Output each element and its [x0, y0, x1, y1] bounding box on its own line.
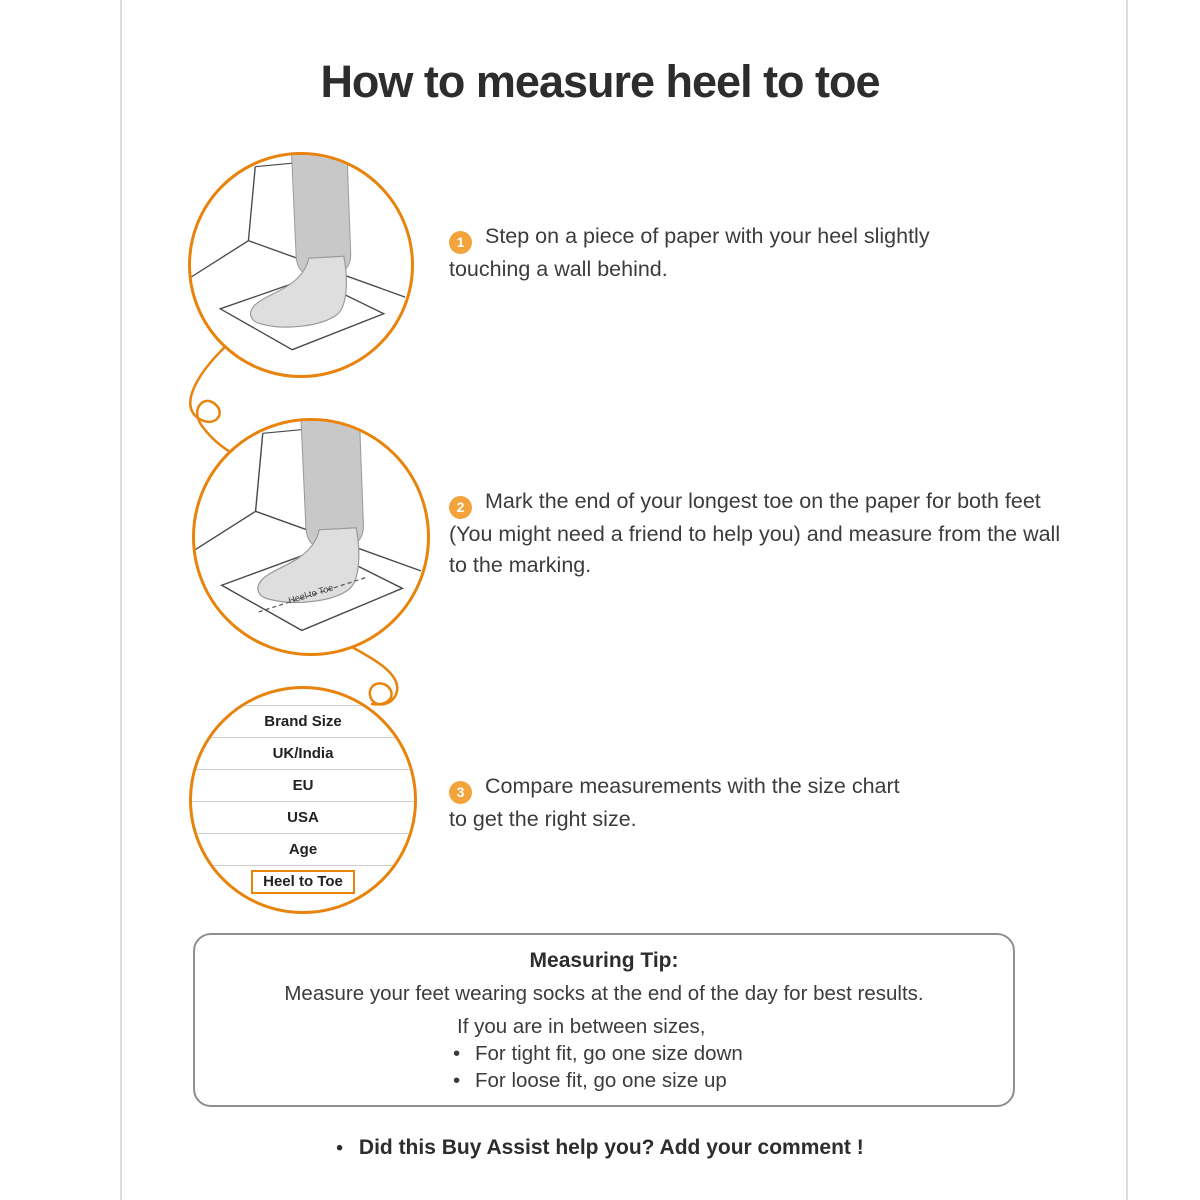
- tip-line-socks: Measure your feet wearing socks at the end of the day for best results.: [284, 982, 924, 1005]
- size-chart-row-highlighted: [192, 866, 414, 898]
- step-1-badge: 1: [449, 231, 472, 254]
- size-chart-circle: [189, 686, 417, 914]
- page-border-right: [1126, 0, 1128, 1200]
- step-2-badge: 2: [449, 496, 472, 519]
- bullet-icon: [336, 1136, 343, 1160]
- heel-to-toe-measure-label: Heel to Toe: [287, 582, 335, 606]
- step-3-text: Compare measurements with the size chart to get the right size.: [449, 774, 900, 832]
- step-3: [449, 771, 904, 835]
- size-chart-row: [192, 706, 414, 738]
- size-chart-row: [192, 738, 414, 770]
- size-chart-row-label: USA: [287, 809, 319, 826]
- tip-bullet: • For loose fit, go one size up: [443, 1069, 1013, 1093]
- step-1-text: Step on a piece of paper with your heel slightly touching a wall behind.: [449, 224, 930, 282]
- step-2: [449, 486, 1071, 580]
- tip-bullet: • For tight fit, go one size down: [443, 1042, 1013, 1066]
- size-chart-row: [192, 834, 414, 866]
- size-chart-row: [192, 770, 414, 802]
- foot-on-paper-illustration: [191, 155, 411, 375]
- heel-to-toe-highlight-box: Heel to Toe: [251, 870, 355, 894]
- tip-title: Measuring Tip:: [529, 949, 679, 972]
- step-3-badge: 3: [449, 781, 472, 804]
- size-chart-row-label: EU: [292, 777, 314, 794]
- size-chart: [192, 705, 414, 898]
- tip-bullet-list: [443, 1042, 1013, 1093]
- connector-1: [190, 342, 232, 453]
- page-title: How to measure heel to toe: [320, 56, 880, 107]
- connector-2: [350, 646, 397, 704]
- size-chart-row-label: Age: [288, 841, 318, 858]
- measuring-tip-box: [193, 933, 1015, 1107]
- footer-note: [0, 1136, 1200, 1160]
- illustration-step1-circle: [188, 152, 414, 378]
- illustration-step2-circle: [192, 418, 430, 656]
- step-1: [449, 221, 954, 285]
- size-chart-row-label: Brand Size: [264, 713, 342, 730]
- page-border-left: [120, 0, 122, 1200]
- foot-measure-illustration: [195, 421, 427, 653]
- tip-line-between-sizes: If you are in between sizes,: [457, 1015, 706, 1038]
- step-2-text: Mark the end of your longest toe on the paper for both feet (You might need a friend to help you) and measure from the wall to the marking.: [449, 489, 1061, 577]
- size-chart-row-label: UK/India: [272, 745, 334, 762]
- footer-text: Did this Buy Assist help you? Add your comment !: [358, 1136, 864, 1159]
- size-chart-row: [192, 802, 414, 834]
